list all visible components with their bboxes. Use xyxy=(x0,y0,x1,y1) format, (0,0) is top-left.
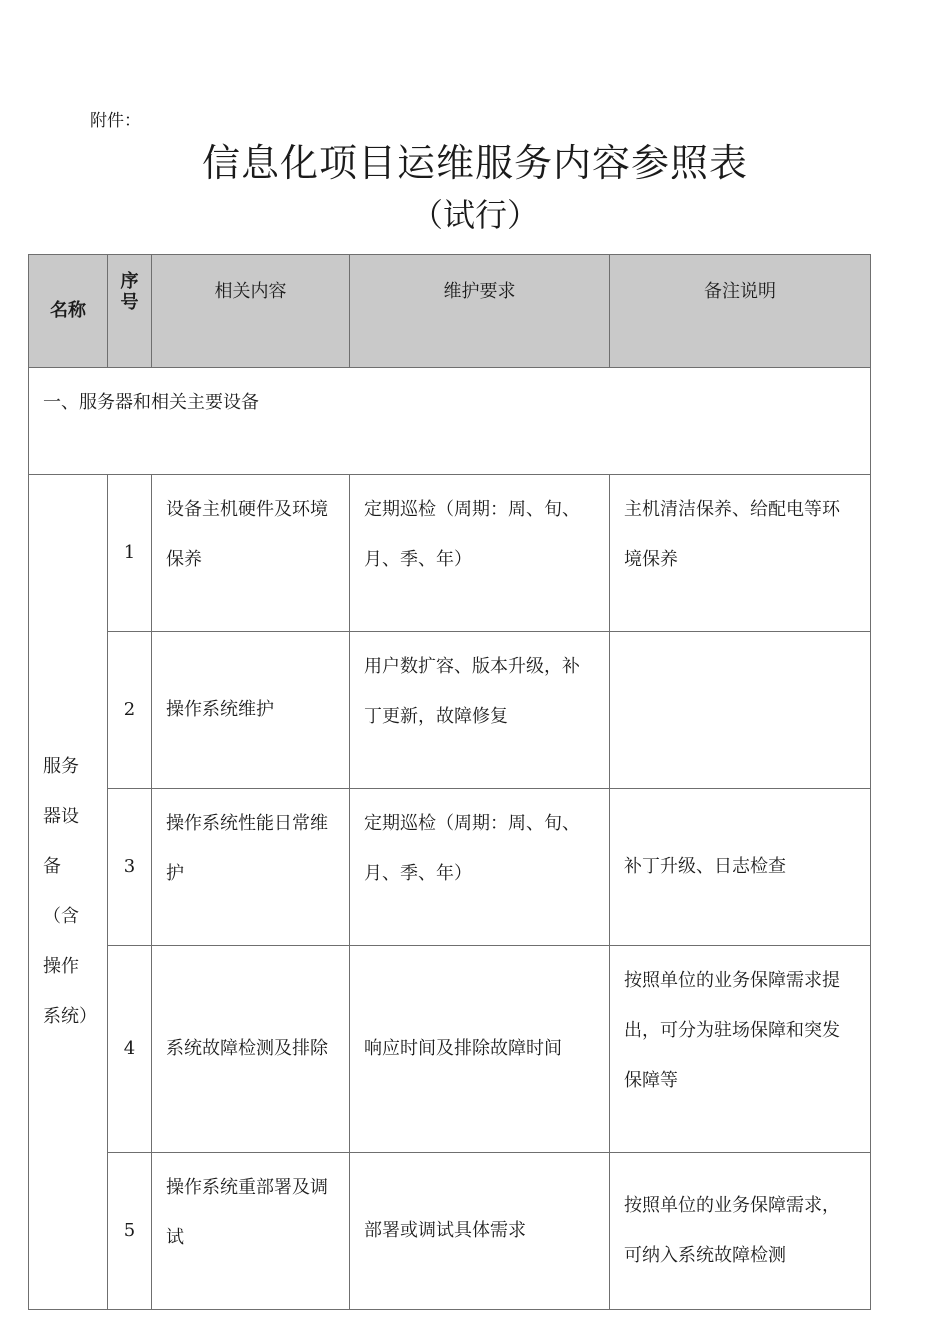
header-name: 名称 xyxy=(29,255,108,368)
row-remarks: 按照单位的业务保障需求，可纳入系统故障检测 xyxy=(610,1153,871,1310)
row-seq: 3 xyxy=(108,789,152,946)
row-content: 操作系统维护 xyxy=(152,632,350,789)
group-name: 服务器设备（含操作系统） xyxy=(29,475,108,1310)
header-remarks: 备注说明 xyxy=(610,255,871,368)
header-content: 相关内容 xyxy=(152,255,350,368)
table-row xyxy=(29,1153,871,1310)
row-seq: 2 xyxy=(108,632,152,789)
row-content: 操作系统性能日常维护 xyxy=(152,789,350,946)
document-title: 信息化项目运维服务内容参照表 xyxy=(201,141,748,185)
service-content-table xyxy=(28,254,871,1310)
header-seq-line1: 序 xyxy=(120,271,139,292)
document-subtitle: （试行） xyxy=(410,196,539,234)
row-content: 系统故障检测及排除 xyxy=(152,946,350,1153)
section-row xyxy=(29,368,871,475)
row-seq: 5 xyxy=(108,1153,152,1310)
row-remarks: 按照单位的业务保障需求提出，可分为驻场保障和突发保障等 xyxy=(610,946,871,1153)
row-remarks xyxy=(610,632,871,789)
row-requirement: 用户数扩容、版本升级，补丁更新，故障修复 xyxy=(350,632,610,789)
row-content: 操作系统重部署及调试 xyxy=(152,1153,350,1310)
row-content: 设备主机硬件及环境保养 xyxy=(152,475,350,632)
row-requirement: 响应时间及排除故障时间 xyxy=(350,946,610,1153)
header-seq-line2: 号 xyxy=(120,292,139,313)
row-remarks: 补丁升级、日志检查 xyxy=(610,789,871,946)
row-remarks: 主机清洁保养、给配电等环境保养 xyxy=(610,475,871,632)
header-seq xyxy=(108,255,152,368)
row-seq: 4 xyxy=(108,946,152,1153)
table-row xyxy=(29,946,871,1153)
row-requirement: 定期巡检（周期：周、旬、月、季、年） xyxy=(350,475,610,632)
section-title: 一、服务器和相关主要设备 xyxy=(29,368,871,475)
table-row xyxy=(29,632,871,789)
attachment-label: 附件： xyxy=(90,111,141,131)
header-requirement: 维护要求 xyxy=(350,255,610,368)
table-header-row xyxy=(29,255,871,368)
row-seq: 1 xyxy=(108,475,152,632)
row-requirement: 定期巡检（周期：周、旬、月、季、年） xyxy=(350,789,610,946)
row-requirement: 部署或调试具体需求 xyxy=(350,1153,610,1310)
table-row xyxy=(29,475,871,632)
table-row xyxy=(29,789,871,946)
